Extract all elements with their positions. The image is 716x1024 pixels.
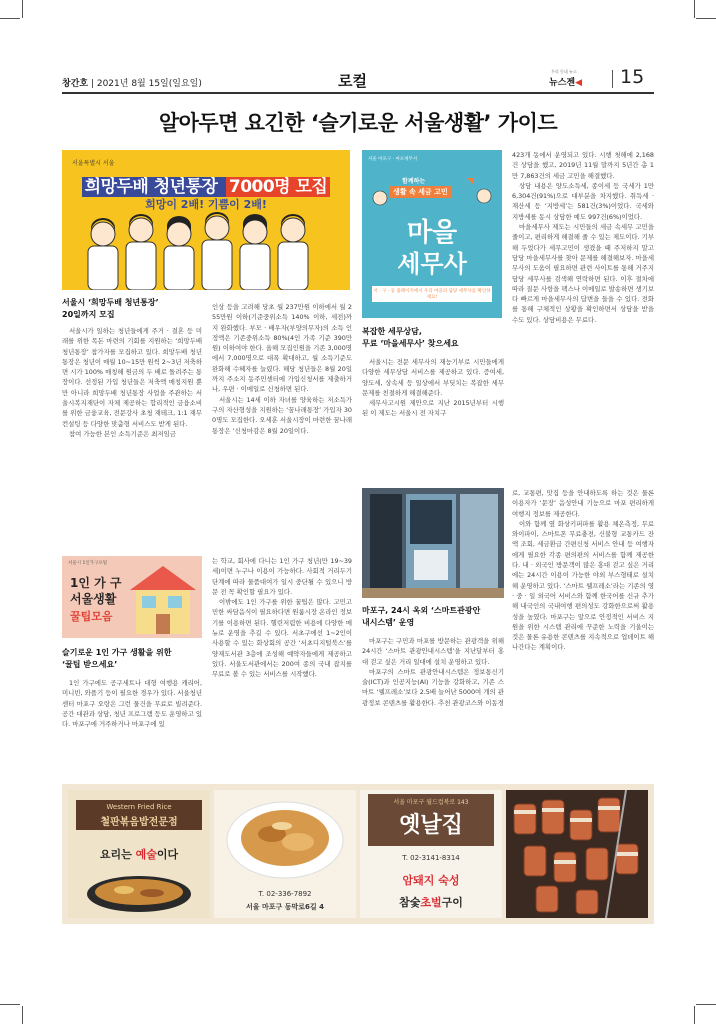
fried-rice-phone: T. 02-336-7892 <box>258 890 312 898</box>
banner-headline <box>62 172 350 197</box>
crop-mark-top-right-v <box>694 0 695 18</box>
village-tax-poster <box>362 150 502 318</box>
banner-line-3: 꿀팁모음 <box>70 610 113 623</box>
paragraph: 참여 가능한 본인 소득기준은 최저임금 <box>69 429 176 438</box>
paragraph: 마포구는 구민과 마포를 방문하는 관광객을 위해 24시간 ‘스마트 관광안내시스템’을 지난달부터 홍대 걷고 싶은 거리 일대에 설치 운영하고 있다. <box>362 637 504 666</box>
issue-label: 창간호 <box>62 79 89 89</box>
issue-info: 창간호 | 2021년 8월 15일(일요일) <box>62 79 202 89</box>
article-village-tax-title-line2: 무료 ‘마을세무사’ 찾으세요 <box>362 339 459 348</box>
pork-restaurant-phone: T. 02-3141-8314 <box>402 854 460 862</box>
smart-tourism-kiosk-photo <box>362 488 504 598</box>
article-smart-tourism-title-line2: 내시스템’ 운영 <box>362 618 415 627</box>
fried-rice-dish-icon <box>222 794 348 882</box>
tax-characters-illustration <box>372 170 492 210</box>
fried-rice-ad-header <box>76 800 202 830</box>
article-smart-tourism-title <box>362 605 504 629</box>
paragraph: 인상 등을 고려해 당초 월 237만원 이하에서 월 255만원 이하(기준중위소득 140% 이하, 세전)까지 완화했다. 부모 · 배우자(부양의무자)의 소득 인정액은 기존중위소득 80%(4인 가족 기준 390만 원) 이하여야 한다. 올해 모집인원을 기존 3,000명에서 7,000명으로 대폭 확대하고, 월 소득기준도 완화해 수혜자를 늘렸다. 해당 청년들은 8월 20일까지 주소지 동주민센터에 가입신청서를 제출하거나, 우편 · 이메일로 신청하면 된다. <box>212 303 352 394</box>
seoul-logo: 서울특별시 서울 <box>72 160 115 167</box>
fried-rice-name: 철판볶음밥전문점 <box>100 817 178 828</box>
kiosk-photo-icon <box>362 488 504 598</box>
paragraph: 상담 내용은 양도소득세, 종이세 등 국세가 1만 6,304건(91%)으로 대부분을 차지했다. 취득세 · 재산세 등 ‘지방세’는 581건(3%)이었다. 국세와 지방세를 동시 상담한 예도 997건(6%)이었다. <box>512 181 654 221</box>
crop-mark-bottom-right <box>696 1004 716 1005</box>
fried-rice-slogan <box>68 846 210 862</box>
slogan-highlight: 예술 <box>135 848 157 861</box>
article-single-household-title <box>62 647 204 671</box>
youth-illustration <box>76 212 336 290</box>
banner-headline-part1: 희망두배 청년통장 <box>82 177 226 197</box>
grilled-pork-icon <box>506 790 648 918</box>
poster-top-logo: 서울 마포구 · 마포세무서 <box>368 157 418 162</box>
brand-logo <box>549 75 582 88</box>
poster-tag-1: 함께하는 <box>402 178 426 185</box>
article-single-household-title-line1: 슬기로운 1인 가구 생활을 위한 <box>62 648 172 657</box>
crop-mark-bottom-left-v <box>22 1006 23 1024</box>
brand-mark-icon: ◀ <box>575 78 583 88</box>
article-village-tax-body-col1 <box>362 357 504 419</box>
paragraph: 423개 동에서 운영되고 있다. 시행 첫해에 2,168건 상담을 했고, 2019년 11월 말까지 5년간 총 1만 7,863건의 세금 고민을 해결했다. <box>512 151 654 180</box>
paragraph: 1인 가구에도 공구세트나 대형 여행용 캐리어, 미니빈, 와플기 등이 필요한 경우가 있다. 서울청년센터 마포구 오랑은 그런 물건을 무료로 빌려준다. 공간 대관과 상담, 청년 프로그램 등도 운영하고 있다. 마포구에 거주하거나 마포구에 있 <box>62 679 202 729</box>
article-youth-account-title <box>62 297 202 321</box>
article-youth-account-body-col1 <box>62 326 202 439</box>
crop-mark-top-right <box>696 18 716 19</box>
fried-rice-photo-ad <box>214 790 356 918</box>
article-youth-account-title-line1: 서울시 ‘희망두배 청년통장’ <box>62 298 159 307</box>
article-youth-account-body-col2 <box>212 302 352 436</box>
youth-account-banner <box>62 150 350 290</box>
article-village-tax-body-col2 <box>512 150 654 325</box>
page-number: 15 <box>620 66 645 88</box>
paragraph: 세무사고시원 제안으로 지난 2015년부터 시행된 이 제도는 서울시 전 자치구 <box>362 399 504 418</box>
poster-tag-2: 생활 속 세금 고민 <box>390 186 451 198</box>
article-single-household-title-line2: ‘꿀팁 받으세요’ <box>62 660 118 669</box>
people-group-icon <box>88 212 308 290</box>
section-name: 로컬 <box>338 72 367 90</box>
brand-name: 뉴스젠 <box>549 78 576 88</box>
pork-line2-b: 초벌 <box>420 896 442 909</box>
pork-restaurant-name: 옛날집 <box>399 813 463 838</box>
article-smart-tourism-title-line1: 마포구, 24시 옥외 ‘스마트관광안 <box>362 606 481 615</box>
pork-restaurant-header <box>368 794 494 846</box>
article-village-tax-title <box>362 326 504 350</box>
paragraph: 서울시가 일하는 청년들에게 주거 · 결혼 등 미래를 위한 목돈 마련의 기회를 지원하는 ‘희망두배 청년통장’ 참가자를 모집하고 있다. 희망두배 청년통장은 청년이 매월 10~15만 원씩 2~3년 저축하면 시가 100% 매칭해 원금의 두 배로 돌려주는 통장이다. 선정된 가입 청년들은 저축액 매칭지원 뿐만 아니라 희망두배 청년통장 사업을 주관하는 서울시복지재단이 자체 제공하는 합리적인 금융소비를 위한 금융교육, 전문강사 초청 재테크, 1:1 재무컨설팅 등 다양한 맞춤형 서비스도 받게 된다. <box>62 327 202 428</box>
header-divider <box>612 70 613 88</box>
article-smart-tourism-body-col2 <box>512 488 654 653</box>
article-single-household-body-col1 <box>62 678 202 729</box>
poster-footer: 서 · 구 · 동 홈페이지에서 우리 마을의 담당 세무사를 확인하세요! <box>372 286 492 302</box>
poster-title-2: 세무사 <box>397 250 467 278</box>
banner-subtitle: 희망이 2배! 기쁨이 2배! <box>145 198 267 211</box>
fried-rice-ad <box>68 790 210 918</box>
restaurant-ads-strip <box>62 784 654 924</box>
brand-tagline: 우리 동네 뉴스 <box>551 69 577 74</box>
paragraph: 마포구의 스마트 관광안내시스템은 정보통신기술(ICT)과 인공지능(AI) 기능을 강화하고, 기존 스마트 ‘웰프레소’보다 2.5배 늘어난 5000여 개의 관광정보 콘텐츠를 활용한다. 추천 관광코스와 이동경 <box>362 667 504 707</box>
pork-restaurant-address: 서울 마포구 월드컵북로 143 <box>393 799 469 806</box>
article-smart-tourism-body-col1 <box>362 636 504 708</box>
pork-restaurant-ad <box>360 790 502 918</box>
slogan-suffix: 이다 <box>156 848 179 861</box>
paragraph: 서울시는 14세 이하 자녀를 양육하는 저소득가구의 자산형성을 지원하는 ‘꿈나래통장’ 가입자 300명도 모집한다. 오세훈 서울시장이 마련한 꿈나래통장은 ‘신청마감은 8월 20일이다. <box>212 395 352 435</box>
paragraph: 마을세무사 제도는 시민들의 세금 속세무 고민을 줄이고, 편리하게 해결해 줄 수 있는 제도이다. 기부해 두었다가 세무고민이 생겼을 때 주저하지 말고 담당 마을세무사를 찾아 문제를 해결해보자. 마을세무사의 도움이 필요하면 관련 사이트를 통해 거주지 담당 세무사를 검색해 연락하면 된다. 이후 절차에 따라 질문 사항을 팩스나 이메일로 발송하면 생기보다 빠르게 마을세무사의 답변을 들을 수 있다. 전화를 통해 구체적인 상황을 확인하면서 상담을 받을 수도 있다. 상담비용은 무료다. <box>512 223 654 324</box>
header-rule <box>62 92 654 94</box>
banner-line-1: 1인 가 구 <box>70 576 122 590</box>
paragraph: 는 학교, 회사에 다니는 1인 가구 청년(만 19~39세)이면 누구나 이용이 가능하다. 사회적 거리두기 단계에 따라 물품대여가 일시 중단될 수 있으니 방문 전 꼭 확인할 필요가 있다. <box>212 557 352 596</box>
issue-date: 2021년 8월 15일(일요일) <box>96 79 202 89</box>
pan-food-icon <box>84 870 194 914</box>
paragraph: 서울시는 전문 세무사의 재능기부로 시민들에게 다양한 세무상담 서비스를 제공하고 있다. 증여세, 양도세, 상속세 등 일상에서 부딪치는 복잡한 세무문제를 친절하게 해결해준다. <box>362 358 504 397</box>
article-single-household-body-col2 <box>212 556 352 680</box>
paragraph: 이밖에도 1인 가구를 위한 꿀팁은 많다. 고민고민한 싸담음식이 필요하다면 원룸시장 온라인 정보기를 이용하면 된다. 헬린저렴한 비용에 다양한 메뉴로 운영을 추길 수 있다. 서초구에선 1~2인이 사용할 수 있는 화상회의 공간 ‘서초디지털북스’를 양재도서관 3층에 조성해 예약자들에게 제공하고 있다. 서울도서관에서는 200여 종의 국내 잡지를 무료로 볼 수 있는 서비스를 시작했다. <box>212 598 352 679</box>
crop-mark-bottom-right-v <box>694 1006 695 1024</box>
slogan-prefix: 요리는 <box>99 848 136 861</box>
house-illustration <box>128 564 198 636</box>
pork-restaurant-line1: 암돼지 숙성 <box>402 874 460 887</box>
fried-rice-english: Western Fried Rice <box>106 803 172 811</box>
fried-rice-address: 서울 마포구 동막로6길 4 <box>246 903 324 911</box>
article-village-tax-title-line1: 복잡한 세무상담, <box>362 327 422 336</box>
crop-mark-top-left <box>0 18 20 19</box>
pork-line2-c: 구이 <box>441 896 463 909</box>
article-youth-account-title-line2: 20일까지 모집 <box>62 310 115 319</box>
paragraph: 로, 교통편, 맛집 등을 안내하도록 하는 것은 물론 이용자가 ‘문장’ 음성안내 기능으로 마포 편리하게 여행지 정보를 제공한다. <box>512 489 654 518</box>
grilled-pork-photo <box>506 790 648 918</box>
pork-restaurant-line2 <box>360 894 502 910</box>
crop-mark-top-left-v <box>22 0 23 18</box>
banner-line-2: 서울생활 <box>70 592 117 606</box>
single-household-banner-top: 서울시 1인가구포털 <box>68 561 108 566</box>
single-household-banner <box>62 556 202 638</box>
banner-headline-part2: 7000명 모집 <box>226 177 331 197</box>
paragraph: 이와 함께 옆 화상키퍼파를 활용 체온측정, 무료 와이파이, 스마트폰 무료충전, 신불형 교통카드 잔액 조회, 세금환급 간편신청 서비스 안내 등 여행자에게 필요한 각종 편의편의 서비스를 함께 제공한다. 내 · 외국인 방문객이 많은 홍대 걷고 싶은 거리에는 24시간 이용이 가능한 야외 부스형태로 설치해 운영하고 있다. ‘스마트 웰프레소’라는 기존의 영 · 중 · 일 외국어 서비스와 함께 한국어를 신규 추가해 내국인의 국내여행 편의성도 강화한으로써 활용성을 높였다. 마포구는 앞으로 안정적인 서비스 지원을 위한 시스템 관리에 꾸준한 노력을 기울이는 것은 물론 유용한 콘텐츠를 지속적으로 업데이트 해 나간다는 계획이다. <box>512 519 654 652</box>
crop-mark-bottom-left <box>0 1004 20 1005</box>
page-title: 알아두면 요긴한 ‘슬기로운 서울생활’ 가이드 <box>158 111 558 135</box>
poster-title-1: 마을 <box>406 218 458 248</box>
pork-line2-a: 참숯 <box>399 896 421 909</box>
